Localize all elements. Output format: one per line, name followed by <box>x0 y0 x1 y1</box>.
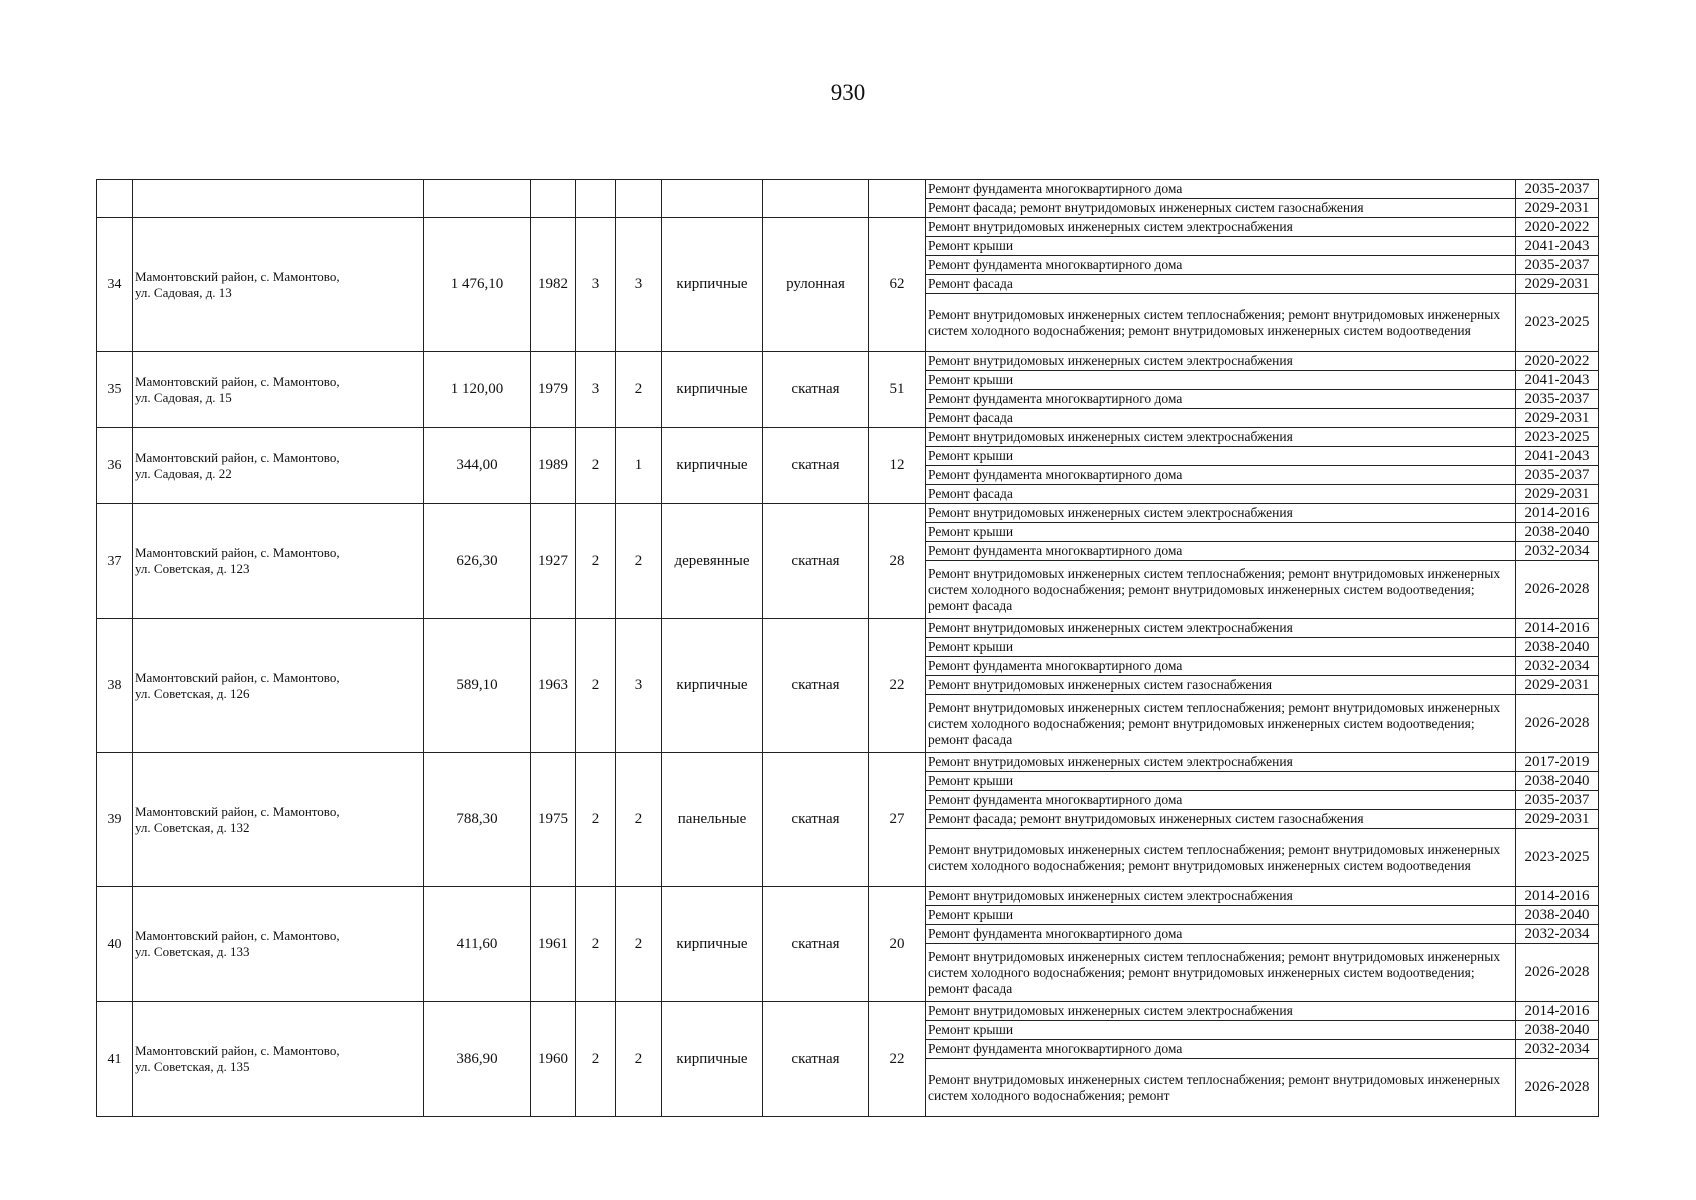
residents-count: 27 <box>869 753 926 887</box>
work-period: 2029-2031 <box>1516 485 1599 504</box>
build-year: 1961 <box>531 887 576 1002</box>
house-address: Мамонтовский район, с. Мамонтово, ул. Советская, д. 132 <box>133 753 424 887</box>
floors-count <box>576 180 616 218</box>
build-year: 1982 <box>531 218 576 352</box>
floors-count: 2 <box>576 1002 616 1117</box>
entrances-count: 2 <box>616 352 662 428</box>
work-period: 2029-2031 <box>1516 409 1599 428</box>
wall-material: кирпичные <box>662 887 763 1002</box>
house-address: Мамонтовский район, с. Мамонтово, ул. Садовая, д. 22 <box>133 428 424 504</box>
work-period: 2023-2025 <box>1516 294 1599 352</box>
wall-material: кирпичные <box>662 428 763 504</box>
work-type: Ремонт фундамента многоквартирного дома <box>926 657 1516 676</box>
floors-count: 2 <box>576 619 616 753</box>
work-period: 2029-2031 <box>1516 676 1599 695</box>
build-year: 1989 <box>531 428 576 504</box>
entrances-count: 2 <box>616 504 662 619</box>
house-area: 411,60 <box>424 887 531 1002</box>
work-type: Ремонт фундамента многоквартирного дома <box>926 925 1516 944</box>
work-type: Ремонт крыши <box>926 906 1516 925</box>
table-row <box>97 180 1599 199</box>
table-row <box>97 887 1599 906</box>
work-period: 2014-2016 <box>1516 1002 1599 1021</box>
house-area: 1 120,00 <box>424 352 531 428</box>
work-type: Ремонт фундамента многоквартирного дома <box>926 466 1516 485</box>
work-period: 2026-2028 <box>1516 561 1599 619</box>
house-address <box>133 180 424 218</box>
table-row <box>97 428 1599 447</box>
residents-count: 28 <box>869 504 926 619</box>
house-number: 39 <box>97 753 133 887</box>
build-year: 1963 <box>531 619 576 753</box>
wall-material: кирпичные <box>662 619 763 753</box>
work-period: 2020-2022 <box>1516 352 1599 371</box>
entrances-count: 1 <box>616 428 662 504</box>
work-period: 2014-2016 <box>1516 619 1599 638</box>
house-address: Мамонтовский район, с. Мамонтово, ул. Советская, д. 123 <box>133 504 424 619</box>
entrances-count: 2 <box>616 887 662 1002</box>
build-year: 1979 <box>531 352 576 428</box>
work-type: Ремонт внутридомовых инженерных систем электроснабжения <box>926 428 1516 447</box>
house-area: 589,10 <box>424 619 531 753</box>
work-type: Ремонт внутридомовых инженерных систем электроснабжения <box>926 753 1516 772</box>
table-row <box>97 218 1599 237</box>
residents-count: 51 <box>869 352 926 428</box>
work-period: 2035-2037 <box>1516 466 1599 485</box>
floors-count: 2 <box>576 428 616 504</box>
house-number: 34 <box>97 218 133 352</box>
roof-type: скатная <box>763 619 869 753</box>
work-period: 2035-2037 <box>1516 390 1599 409</box>
work-type: Ремонт крыши <box>926 237 1516 256</box>
table-row <box>97 753 1599 772</box>
house-address: Мамонтовский район, с. Мамонтово, ул. Садовая, д. 13 <box>133 218 424 352</box>
work-period: 2014-2016 <box>1516 887 1599 906</box>
floors-count: 3 <box>576 352 616 428</box>
floors-count: 2 <box>576 504 616 619</box>
work-type: Ремонт фасада <box>926 275 1516 294</box>
work-type: Ремонт фундамента многоквартирного дома <box>926 1040 1516 1059</box>
work-type: Ремонт внутридомовых инженерных систем теплоснабжения; ремонт внутридомовых инженерных систем холодного водоснабжения; ремонт внутридомовых инженерных систем водоотведения; ремонт фасада <box>926 561 1516 619</box>
work-period: 2038-2040 <box>1516 638 1599 657</box>
build-year: 1975 <box>531 753 576 887</box>
table-row <box>97 619 1599 638</box>
work-type: Ремонт внутридомовых инженерных систем теплоснабжения; ремонт внутридомовых инженерных систем холодного водоснабжения; ремонт внутридомовых инженерных систем водоотведения <box>926 294 1516 352</box>
residents-count <box>869 180 926 218</box>
work-period: 2023-2025 <box>1516 829 1599 887</box>
wall-material: деревянные <box>662 504 763 619</box>
work-period: 2029-2031 <box>1516 810 1599 829</box>
roof-type: рулонная <box>763 218 869 352</box>
wall-material: кирпичные <box>662 352 763 428</box>
work-period: 2017-2019 <box>1516 753 1599 772</box>
work-type: Ремонт внутридомовых инженерных систем газоснабжения <box>926 676 1516 695</box>
residents-count: 62 <box>869 218 926 352</box>
house-number <box>97 180 133 218</box>
roof-type <box>763 180 869 218</box>
roof-type: скатная <box>763 753 869 887</box>
house-address: Мамонтовский район, с. Мамонтово, ул. Советская, д. 135 <box>133 1002 424 1117</box>
work-type: Ремонт фундамента многоквартирного дома <box>926 256 1516 275</box>
work-type: Ремонт крыши <box>926 447 1516 466</box>
work-period: 2026-2028 <box>1516 695 1599 753</box>
house-area: 1 476,10 <box>424 218 531 352</box>
work-type: Ремонт фасада <box>926 485 1516 504</box>
entrances-count <box>616 180 662 218</box>
entrances-count: 3 <box>616 619 662 753</box>
floors-count: 2 <box>576 753 616 887</box>
work-type: Ремонт фундамента многоквартирного дома <box>926 180 1516 199</box>
work-period: 2020-2022 <box>1516 218 1599 237</box>
house-area: 344,00 <box>424 428 531 504</box>
work-type: Ремонт крыши <box>926 638 1516 657</box>
work-period: 2032-2034 <box>1516 542 1599 561</box>
work-period: 2032-2034 <box>1516 925 1599 944</box>
house-address: Мамонтовский район, с. Мамонтово, ул. Советская, д. 126 <box>133 619 424 753</box>
floors-count: 3 <box>576 218 616 352</box>
build-year: 1927 <box>531 504 576 619</box>
work-period: 2014-2016 <box>1516 504 1599 523</box>
house-area: 788,30 <box>424 753 531 887</box>
entrances-count: 2 <box>616 1002 662 1117</box>
work-period: 2041-2043 <box>1516 447 1599 466</box>
repair-schedule-table <box>96 179 1599 1117</box>
house-number: 40 <box>97 887 133 1002</box>
work-type: Ремонт фундамента многоквартирного дома <box>926 390 1516 409</box>
work-period: 2038-2040 <box>1516 906 1599 925</box>
roof-type: скатная <box>763 352 869 428</box>
house-number: 37 <box>97 504 133 619</box>
work-type: Ремонт фасада <box>926 409 1516 428</box>
work-period: 2041-2043 <box>1516 371 1599 390</box>
table-row <box>97 1002 1599 1021</box>
wall-material: панельные <box>662 753 763 887</box>
work-period: 2026-2028 <box>1516 944 1599 1002</box>
work-period: 2023-2025 <box>1516 428 1599 447</box>
floors-count: 2 <box>576 887 616 1002</box>
table-row <box>97 504 1599 523</box>
work-type: Ремонт крыши <box>926 371 1516 390</box>
house-area: 386,90 <box>424 1002 531 1117</box>
work-type: Ремонт внутридомовых инженерных систем электроснабжения <box>926 619 1516 638</box>
wall-material: кирпичные <box>662 1002 763 1117</box>
work-type: Ремонт фундамента многоквартирного дома <box>926 542 1516 561</box>
work-type: Ремонт фасада; ремонт внутридомовых инженерных систем газоснабжения <box>926 199 1516 218</box>
work-type: Ремонт внутридомовых инженерных систем электроснабжения <box>926 504 1516 523</box>
table-body <box>97 180 1599 1117</box>
work-period: 2029-2031 <box>1516 275 1599 294</box>
work-period: 2035-2037 <box>1516 256 1599 275</box>
work-period: 2029-2031 <box>1516 199 1599 218</box>
build-year <box>531 180 576 218</box>
page-number: 930 <box>830 80 866 105</box>
entrances-count: 2 <box>616 753 662 887</box>
work-period: 2032-2034 <box>1516 1040 1599 1059</box>
work-type: Ремонт крыши <box>926 523 1516 542</box>
build-year: 1960 <box>531 1002 576 1117</box>
work-type: Ремонт крыши <box>926 772 1516 791</box>
house-number: 38 <box>97 619 133 753</box>
work-type: Ремонт внутридомовых инженерных систем электроснабжения <box>926 352 1516 371</box>
roof-type: скатная <box>763 887 869 1002</box>
work-period: 2035-2037 <box>1516 180 1599 199</box>
house-address: Мамонтовский район, с. Мамонтово, ул. Советская, д. 133 <box>133 887 424 1002</box>
work-period: 2038-2040 <box>1516 523 1599 542</box>
house-area <box>424 180 531 218</box>
work-period: 2038-2040 <box>1516 1021 1599 1040</box>
roof-type: скатная <box>763 428 869 504</box>
house-address: Мамонтовский район, с. Мамонтово, ул. Садовая, д. 15 <box>133 352 424 428</box>
work-type: Ремонт внутридомовых инженерных систем электроснабжения <box>926 887 1516 906</box>
table-row <box>97 352 1599 371</box>
work-period: 2032-2034 <box>1516 657 1599 676</box>
work-type: Ремонт внутридомовых инженерных систем электроснабжения <box>926 218 1516 237</box>
residents-count: 22 <box>869 619 926 753</box>
house-area: 626,30 <box>424 504 531 619</box>
wall-material: кирпичные <box>662 218 763 352</box>
work-type: Ремонт внутридомовых инженерных систем теплоснабжения; ремонт внутридомовых инженерных систем холодного водоснабжения; ремонт внутридомовых инженерных систем водоотведения; ремонт фасада <box>926 695 1516 753</box>
work-type: Ремонт внутридомовых инженерных систем электроснабжения <box>926 1002 1516 1021</box>
wall-material <box>662 180 763 218</box>
roof-type: скатная <box>763 1002 869 1117</box>
entrances-count: 3 <box>616 218 662 352</box>
work-type: Ремонт внутридомовых инженерных систем теплоснабжения; ремонт внутридомовых инженерных систем холодного водоснабжения; ремонт внутридомовых инженерных систем водоотведения <box>926 829 1516 887</box>
work-type: Ремонт внутридомовых инженерных систем теплоснабжения; ремонт внутридомовых инженерных систем холодного водоснабжения; ремонт внутридомовых инженерных систем водоотведения; ремонт фасада <box>926 944 1516 1002</box>
house-number: 36 <box>97 428 133 504</box>
work-period: 2026-2028 <box>1516 1059 1599 1117</box>
residents-count: 12 <box>869 428 926 504</box>
residents-count: 22 <box>869 1002 926 1117</box>
work-period: 2035-2037 <box>1516 791 1599 810</box>
work-period: 2041-2043 <box>1516 237 1599 256</box>
roof-type: скатная <box>763 504 869 619</box>
residents-count: 20 <box>869 887 926 1002</box>
work-type: Ремонт внутридомовых инженерных систем теплоснабжения; ремонт внутридомовых инженерных систем холодного водоснабжения; ремонт <box>926 1059 1516 1117</box>
house-number: 35 <box>97 352 133 428</box>
work-type: Ремонт фундамента многоквартирного дома <box>926 791 1516 810</box>
work-period: 2038-2040 <box>1516 772 1599 791</box>
work-type: Ремонт крыши <box>926 1021 1516 1040</box>
work-type: Ремонт фасада; ремонт внутридомовых инженерных систем газоснабжения <box>926 810 1516 829</box>
house-number: 41 <box>97 1002 133 1117</box>
